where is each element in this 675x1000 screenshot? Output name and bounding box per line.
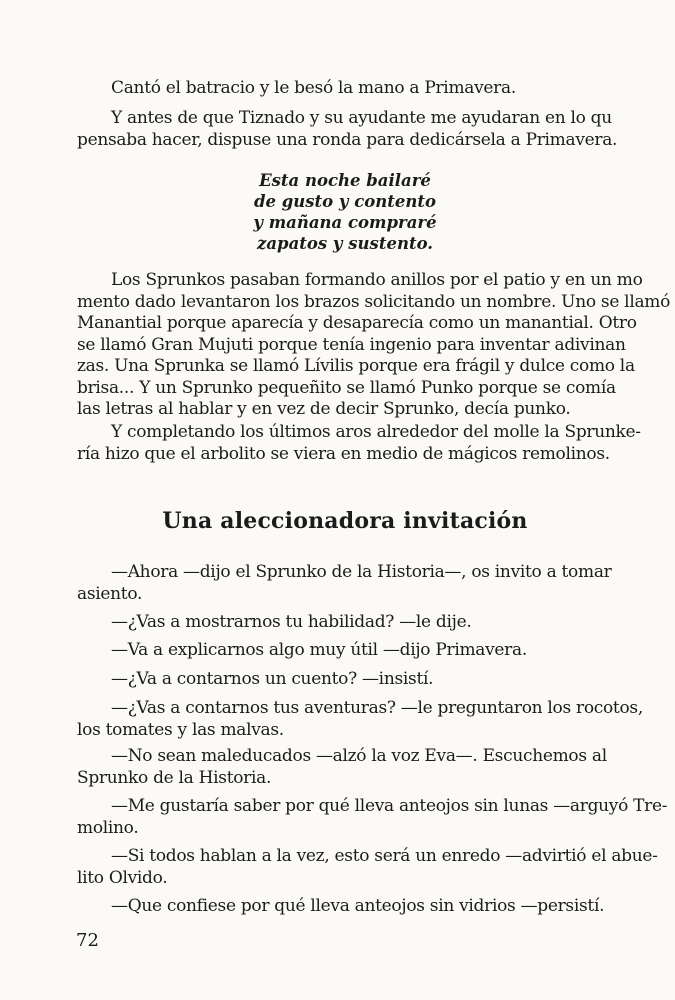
poem-line: zapatos y sustento.: [256, 234, 434, 253]
text-line: los tomates y las malvas.: [77, 719, 284, 740]
poem-stanza: [0, 170, 675, 254]
dialogue-line-9: [77, 896, 611, 918]
page-number: 72: [76, 930, 99, 951]
paragraph-sprunkos: [77, 270, 671, 421]
text-line: —¿Vas a mostrarnos tu habilidad? —le dije.: [111, 612, 472, 632]
text-line: —Si todos hablan a la vez, esto será un enredo —advirtió el abue-: [111, 846, 658, 866]
dialogue-line-3: [77, 640, 611, 662]
text-line: Y antes de que Tiznado y su ayudante me ayudaran en lo qu: [111, 108, 612, 128]
dialogue-line-2: [77, 612, 611, 634]
text-line: mento dado levantaron los brazos solicitando un nombre. Uno se llamó: [77, 291, 671, 312]
dialogue-line-7: [77, 796, 668, 839]
text-line: brisa... Y un Sprunko pequeñito se llamó Punko porque se comía: [77, 377, 616, 398]
text-line: —¿Vas a contarnos tus aventuras? —le preguntaron los rocotos,: [111, 698, 643, 718]
text-line: —No sean maleducados —alzó la voz Eva—. Escuchemos al: [111, 746, 607, 766]
section-heading: Una aleccionadora invitación: [162, 508, 528, 534]
text-line: molino.: [77, 817, 139, 838]
text-line: zas. Una Sprunka se llamó Lívilis porque era frágil y dulce como la: [77, 356, 635, 376]
text-line: pensaba hacer, dispuse una ronda para dedicársela a Primavera.: [77, 129, 618, 150]
text-line: Cantó el batracio y le besó la mano a Primavera.: [111, 78, 516, 98]
text-line: —Va a explicarnos algo muy útil —dijo Primavera.: [111, 640, 527, 660]
poem-line: Esta noche bailaré: [259, 171, 431, 190]
poem-line: de gusto y contento: [253, 192, 437, 211]
text-line: lito Olvido.: [77, 867, 168, 888]
text-line: las letras al hablar y en vez de decir Sprunko, decía punko.: [77, 399, 571, 419]
text-line: —¿Va a contarnos un cuento? —insistí.: [111, 669, 434, 689]
text-line: Manantial porque aparecía y desaparecía como un manantial. Otro: [77, 313, 637, 333]
text-line: ría hizo que el arbolito se viera en medio de mágicos remolinos.: [77, 443, 610, 464]
dialogue-line-6: [77, 746, 611, 789]
text-line: Sprunko de la Historia.: [77, 767, 272, 788]
text-line: Los Sprunkos pasaban formando anillos por el patio y en un mo: [111, 270, 643, 290]
paragraph-intro-2: [77, 108, 618, 151]
dialogue-line-8: [77, 846, 658, 889]
paragraph-intro-1: [77, 78, 611, 100]
text-line: —Ahora —dijo el Sprunko de la Historia—, os invito a tomar: [111, 562, 612, 582]
dialogue-line-4: [77, 669, 611, 691]
poem-line: y mañana compraré: [253, 213, 437, 232]
text-line: Y completando los últimos aros alrededor del molle la Sprunke-: [111, 422, 641, 442]
paragraph-remolinos: [77, 422, 641, 465]
text-line: —Que confiese por qué lleva anteojos sin vidrios —persistí.: [111, 896, 605, 916]
text-line: asiento.: [77, 583, 143, 604]
text-line: —Me gustaría saber por qué lleva anteojos sin lunas —arguyó Tre-: [111, 796, 668, 816]
text-line: se llamó Gran Mujuti porque tenía ingenio para inventar adivinan: [77, 334, 626, 355]
dialogue-line-5: [77, 698, 643, 741]
dialogue-line-1: [77, 562, 611, 605]
